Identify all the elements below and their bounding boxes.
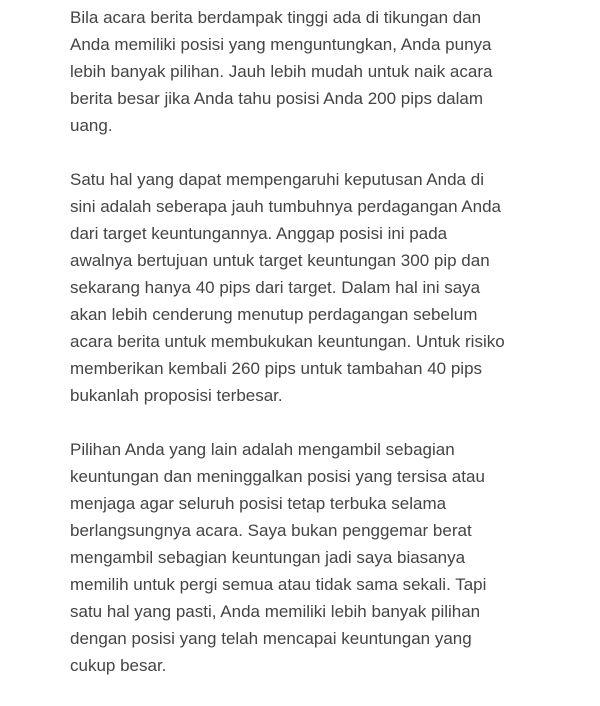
text-line: Bila acara berita berdampak tinggi ada di tikungan dan (70, 8, 482, 27)
text-line: memilih untuk pergi semua atau tidak sama sekali. Tapi (70, 575, 487, 594)
text-line: dari target keuntungannya. Anggap posisi ini pada (70, 224, 448, 243)
text-line: acara berita untuk membukukan keuntungan. Untuk risiko (70, 332, 505, 351)
text-line: keuntungan dan meninggalkan posisi yang tersisa atau (70, 467, 485, 486)
text-line: cukup besar. (70, 656, 167, 675)
text-line: sini adalah seberapa jauh tumbuhnya perdagangan Anda (70, 197, 502, 216)
text-line: awalnya bertujuan untuk target keuntungan 300 pip dan (70, 251, 490, 270)
text-line: Anda memiliki posisi yang menguntungkan, Anda punya (70, 35, 492, 54)
paragraph-2 (70, 166, 590, 409)
text-line: bukanlah proposisi terbesar. (70, 386, 283, 405)
text-line: Satu hal yang dapat mempengaruhi keputusan Anda di (70, 170, 484, 189)
text-line: menjaga agar seluruh posisi tetap terbuka selama (70, 494, 447, 513)
paragraph-1 (70, 4, 590, 139)
text-line: akan lebih cenderung menutup perdagangan sebelum (70, 305, 478, 324)
text-line: berita besar jika Anda tahu posisi Anda 200 pips dalam (70, 89, 483, 108)
text-line: sekarang hanya 40 pips dari target. Dalam hal ini saya (70, 278, 481, 297)
text-line: satu hal yang pasti, Anda memiliki lebih banyak pilihan (70, 602, 481, 621)
text-line: memberikan kembali 260 pips untuk tambahan 40 pips (70, 359, 483, 378)
paragraph-3 (70, 436, 590, 679)
text-line: mengambil sebagian keuntungan jadi saya biasanya (70, 548, 466, 567)
text-line: Pilihan Anda yang lain adalah mengambil sebagian (70, 440, 455, 459)
text-line: berlangsungnya acara. Saya bukan penggemar berat (70, 521, 472, 540)
text-line: dengan posisi yang telah mencapai keuntungan yang (70, 629, 472, 648)
article-body (70, 4, 590, 679)
text-line: uang. (70, 116, 113, 135)
text-line: lebih banyak pilihan. Jauh lebih mudah untuk naik acara (70, 62, 493, 81)
